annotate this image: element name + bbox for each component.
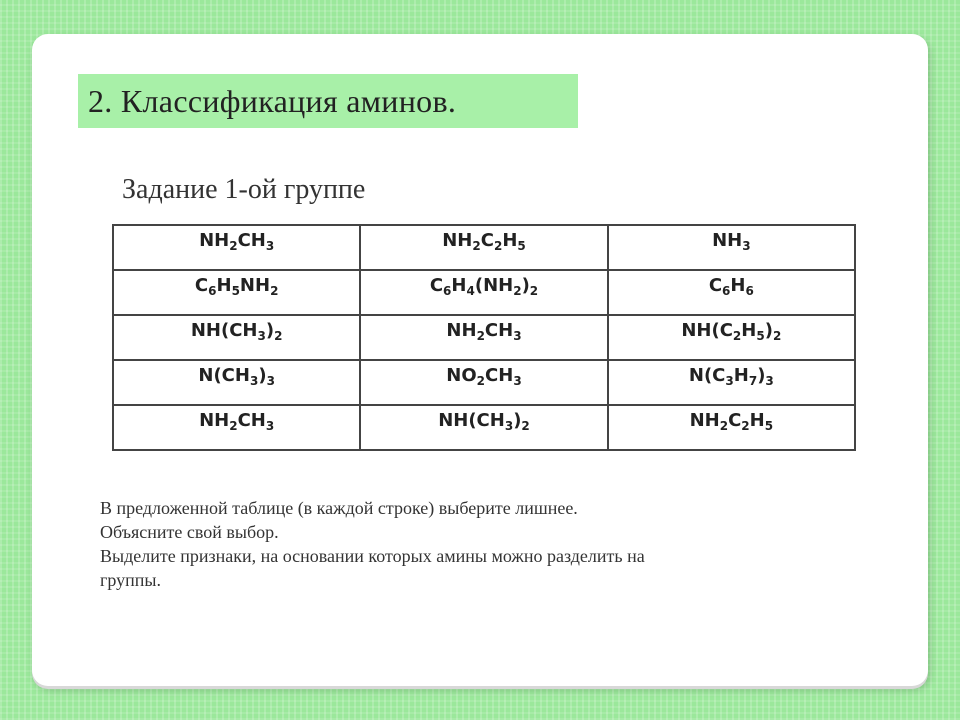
formula-cell (608, 405, 855, 450)
formula-text: C (728, 410, 742, 431)
formula-text: H (216, 275, 232, 296)
formula-text: ) (258, 365, 267, 386)
formula-text: CH (484, 320, 514, 341)
formula-cell (360, 225, 607, 270)
formula-text: NH (239, 275, 271, 296)
formula-subscript: 2 (229, 239, 238, 253)
formula-text: H (451, 275, 467, 296)
formula-text: N(CH (198, 365, 250, 386)
formula-subscript: 2 (719, 419, 729, 433)
formula-subscript: 6 (443, 284, 452, 298)
table-row (113, 315, 855, 360)
formula-subscript: 2 (521, 419, 530, 433)
formula-subscript: 2 (529, 284, 539, 298)
table-row (113, 270, 855, 315)
instruction-line: В предложенной таблице (в каждой строке) выберите лишнее. (100, 498, 578, 518)
formula-subscript: 6 (722, 284, 731, 298)
title-box (78, 74, 578, 128)
formula-text: NH (199, 410, 230, 431)
formula-text: H (733, 365, 749, 386)
formula-text: NH(C (681, 320, 733, 341)
formula-text: CH (485, 365, 514, 386)
formula-subscript: 2 (270, 284, 279, 298)
formula-text: ) (513, 410, 522, 431)
formula-text: NH(CH (438, 410, 505, 431)
formula-text: ) (757, 365, 766, 386)
formula-subscript: 2 (493, 239, 503, 253)
slide-title: 2. Классификация аминов. (88, 82, 457, 119)
instruction-line: Выделите признаки, на основании которых амины можно разделить на (100, 546, 645, 566)
formula-text: NH (446, 320, 477, 341)
formula-cell (360, 315, 607, 360)
formula-cell (360, 405, 607, 450)
task-subtitle: Задание 1-ой группе (122, 174, 366, 205)
formula-text: CH (237, 410, 266, 431)
table-row (113, 360, 855, 405)
formula-text: H (749, 410, 765, 431)
formula-text: NH(CH (190, 320, 258, 341)
formula-subscript: 2 (772, 329, 782, 343)
formula-text: N(C (688, 365, 726, 386)
formula-text: C (429, 275, 444, 296)
formula-cell (113, 270, 360, 315)
formula-subscript: 3 (513, 374, 522, 388)
formula-subscript: 3 (257, 329, 266, 343)
formula-subscript: 5 (231, 284, 240, 298)
formula-subscript: 5 (517, 239, 526, 253)
formula-subscript: 5 (756, 329, 765, 343)
formula-cell (608, 225, 855, 270)
formula-subscript: 2 (476, 374, 486, 388)
formula-subscript: 3 (266, 374, 275, 388)
formula-text: (NH (474, 275, 514, 296)
formula-text: NH (689, 410, 720, 431)
formula-cell (113, 315, 360, 360)
formula-text: NH (712, 230, 743, 251)
formula-subscript: 4 (466, 284, 475, 298)
formula-subscript: 3 (725, 374, 734, 388)
formula-cell (608, 270, 855, 315)
formula-cell (360, 270, 607, 315)
formula-subscript: 3 (249, 374, 259, 388)
formula-text: NO (446, 365, 477, 386)
formula-cell (608, 360, 855, 405)
formula-cell (113, 405, 360, 450)
formula-cell (360, 360, 607, 405)
formula-subscript: 6 (208, 284, 217, 298)
formula-subscript: 3 (504, 419, 514, 433)
formula-subscript: 3 (265, 419, 275, 433)
table-row (113, 225, 855, 270)
instruction-line: группы. (100, 570, 162, 590)
formula-text: C (480, 230, 494, 251)
formula-subscript: 2 (732, 329, 742, 343)
formula-table (112, 224, 856, 451)
formula-text: H (502, 230, 518, 251)
formula-subscript: 3 (265, 239, 275, 253)
formula-subscript: 3 (765, 374, 774, 388)
instruction-line: Объясните свой выбор. (100, 522, 279, 542)
formula-text: CH (237, 230, 266, 251)
instructions-block (100, 496, 880, 592)
formula-subscript: 5 (764, 419, 774, 433)
formula-cell (608, 315, 855, 360)
formula-text: H (730, 275, 746, 296)
formula-text: ) (265, 320, 275, 341)
formula-text: C (194, 275, 209, 296)
formula-subscript: 3 (513, 329, 522, 343)
formula-text: C (708, 275, 723, 296)
formula-cell (113, 360, 360, 405)
formula-subscript: 2 (274, 329, 283, 343)
formula-subscript: 3 (742, 239, 751, 253)
formula-subscript: 2 (476, 329, 485, 343)
formula-subscript: 6 (745, 284, 754, 298)
formula-text: ) (764, 320, 773, 341)
formula-text: H (741, 320, 757, 341)
formula-subscript: 2 (741, 419, 750, 433)
formula-subscript: 2 (513, 284, 522, 298)
slide (32, 34, 928, 686)
table-row (113, 405, 855, 450)
formula-subscript: 7 (748, 374, 758, 388)
formula-subscript: 2 (472, 239, 481, 253)
formula-text: NH (442, 230, 473, 251)
formula-text: ) (521, 275, 530, 296)
formula-cell (113, 225, 360, 270)
formula-subscript: 2 (229, 419, 238, 433)
formula-text: NH (199, 230, 230, 251)
